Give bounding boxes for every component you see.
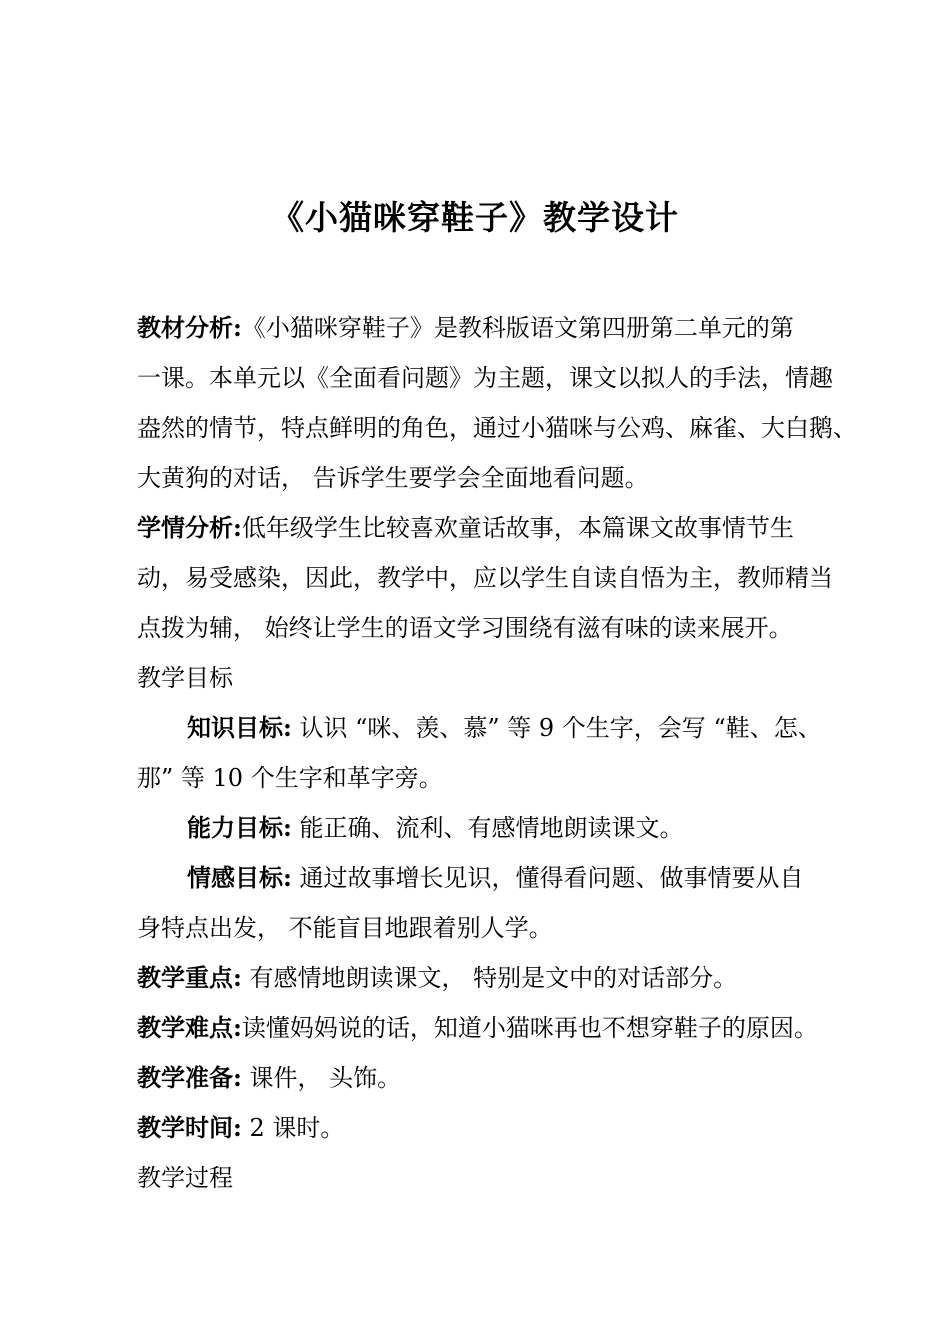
- emotion-goal-line-1: [187, 858, 804, 893]
- ability-goal-line: [187, 808, 684, 843]
- learner-text: 低年级学生比较喜欢童话故事，本篇课文故事情节生: [241, 514, 794, 542]
- analysis-label: 教材分析:: [137, 313, 242, 342]
- difficulty-line: [137, 1008, 818, 1043]
- focus-line: [137, 958, 737, 993]
- analysis-line-4: 大黄狗的对话， 告诉学生要学会全面地看问题。: [137, 464, 649, 492]
- emotion-goal-text: 通过故事增长见识，懂得看问题、做事情要从自: [291, 864, 804, 892]
- learner-line-1: [137, 508, 794, 543]
- knowledge-goal-label: 知识目标:: [187, 713, 292, 742]
- learner-label: 学情分析:: [137, 513, 242, 542]
- ability-goal-text: 能正确、流利、有感情地朗读课文。: [291, 814, 684, 842]
- difficulty-label: 教学难点:: [137, 1013, 242, 1042]
- goals-heading: 教学目标: [137, 664, 233, 692]
- emotion-goal-label: 情感目标:: [187, 863, 292, 892]
- time-label: 教学时间:: [137, 1113, 242, 1142]
- focus-label: 教学重点:: [137, 963, 242, 992]
- prep-line: [137, 1058, 401, 1093]
- focus-text: 有感情地朗读课文， 特别是文中的对话部分。: [241, 964, 738, 992]
- prep-label: 教学准备:: [137, 1063, 242, 1092]
- analysis-line-2: 一课。本单元以《全面看问题》为主题，课文以拟人的手法，情趣: [137, 364, 833, 392]
- emotion-goal-line-2: 身特点出发， 不能盲目地跟着别人学。: [137, 914, 553, 942]
- knowledge-goal-line-1: [187, 708, 822, 743]
- knowledge-goal-text: 认识 “咪、羡、慕” 等 9 个生字，会写 “鞋、怎、: [291, 714, 822, 742]
- learner-line-2: 动，易受感染，因此，教学中，应以学生自读自悟为主，教师精当: [137, 564, 833, 592]
- document-title: 《小猫咪穿鞋子》教学设计: [271, 198, 679, 237]
- analysis-line-3: 盎然的情节，特点鲜明的角色，通过小猫咪与公鸡、麻雀、大白鹅、: [137, 414, 857, 442]
- ability-goal-label: 能力目标:: [187, 813, 292, 842]
- prep-text: 课件， 头饰。: [241, 1064, 402, 1092]
- difficulty-text: 读懂妈妈说的话，知道小猫咪再也不想穿鞋子的原因。: [241, 1014, 818, 1042]
- analysis-line-1: [137, 308, 794, 343]
- time-line: [137, 1108, 344, 1143]
- analysis-text: 《小猫咪穿鞋子》是教科版语文第四册第二单元的第: [241, 314, 794, 342]
- knowledge-goal-line-2: 那” 等 10 个生字和革字旁。: [137, 764, 443, 792]
- learner-line-3: 点拨为辅， 始终让学生的语文学习围绕有滋有味的读来展开。: [137, 614, 793, 642]
- process-heading: 教学过程: [137, 1164, 233, 1192]
- time-text: 2 课时。: [241, 1114, 345, 1142]
